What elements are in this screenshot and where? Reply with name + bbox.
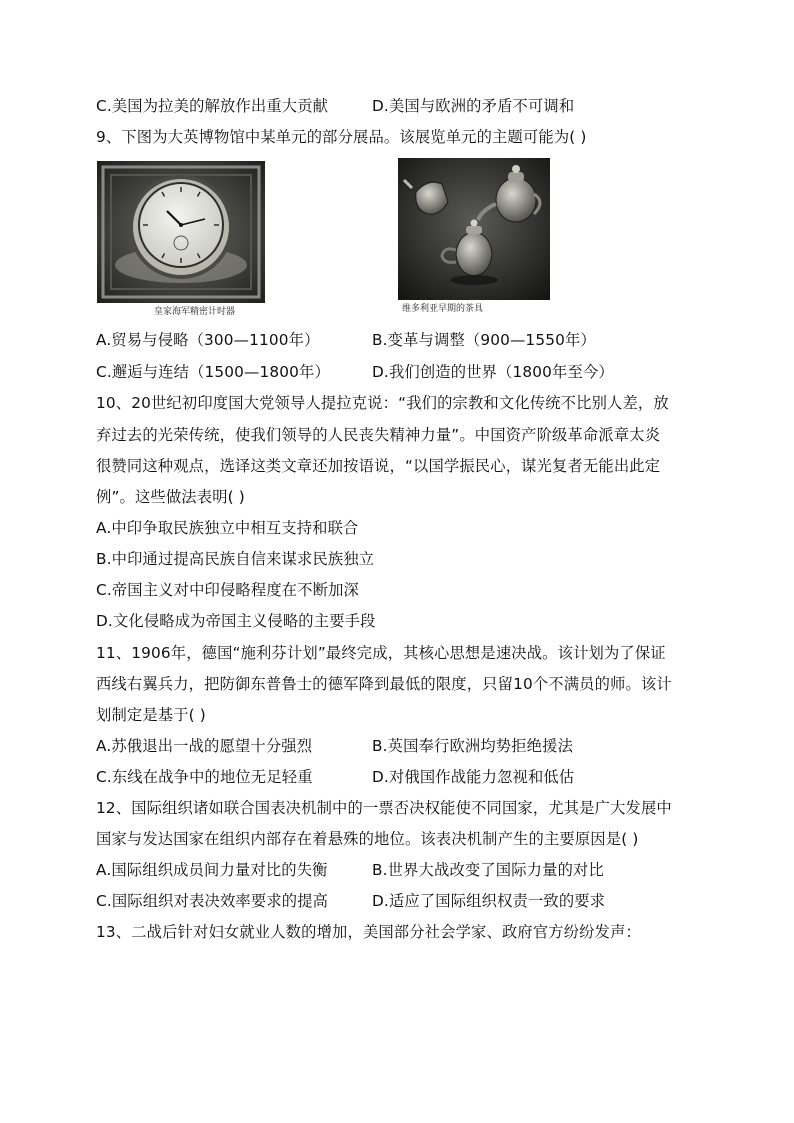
q10-stem-line1: 10、20世纪初印度国大党领导人提拉克说：“我们的宗教和文化传统不比别人差，放 — [96, 394, 669, 412]
q12-option-b: B.世界大战改变了国际力量的对比 — [372, 861, 604, 879]
q10-option-a: A.中印争取民族独立中相互支持和联合 — [96, 519, 359, 537]
chronometer-photo — [97, 161, 265, 303]
q11-stem-line1: 11、1906年，德国“施利芬计划”最终完成，其核心思想是速决战。该计划为了保证 — [96, 644, 666, 662]
q11-option-d: D.对俄国作战能力忽视和低估 — [372, 768, 575, 786]
q8-option-d: D.美国与欧洲的矛盾不可调和 — [372, 97, 575, 115]
q10-stem-line3: 很赞同这种观点，选译这类文章还加按语说，“以国学振民心，谋光复者无能出此定 — [96, 457, 661, 475]
tea-set-photo — [398, 158, 550, 300]
q10-option-d: D.文化侵略成为帝国主义侵略的主要手段 — [96, 612, 376, 630]
q11-stem-line2: 西线右翼兵力，把防御东普鲁士的德军降到最低的限度，只留10个不满员的师。该计 — [96, 675, 672, 693]
q9-option-c: C.邂逅与连结（1500—1800年） — [96, 363, 330, 381]
q12-option-d: D.适应了国际组织权责一致的要求 — [372, 892, 606, 910]
q10-stem-line2: 弃过去的光荣传统，使我们领导的人民丧失精神力量”。中国资产阶级革命派章太炎 — [96, 426, 661, 444]
chronometer-illustration — [97, 161, 265, 303]
q12-option-a: A.国际组织成员间力量对比的失衡 — [96, 861, 328, 879]
tea-set-caption: 维多利亚早期的茶具 — [402, 304, 484, 314]
q12-stem-line1: 12、国际组织诸如联合国表决机制中的一票否决权能使不同国家，尤其是广大发展中 — [96, 799, 672, 817]
chronometer-caption: 皇家海军精密计时器 — [154, 307, 236, 317]
q10-option-c: C.帝国主义对中印侵略程度在不断加深 — [96, 581, 359, 599]
q9-option-a: A.贸易与侵略（300—1100年） — [96, 331, 320, 349]
q10-option-b: B.中印通过提高民族自信来谋求民族独立 — [96, 550, 375, 568]
q12-option-c: C.国际组织对表决效率要求的提高 — [96, 892, 329, 910]
q9-option-b: B.变革与调整（900—1550年） — [372, 331, 596, 349]
q13-stem-line1: 13、二战后针对妇女就业人数的增加，美国部分社会学家、政府官方纷纷发声： — [96, 923, 641, 941]
q11-option-b: B.英国奉行欧洲均势拒绝援法 — [372, 737, 574, 755]
q10-stem-line4: 例”。这些做法表明( ) — [96, 488, 245, 506]
q9-stem: 9、下图为大英博物馆中某单元的部分展品。该展览单元的主题可能为( ) — [96, 128, 587, 146]
q12-stem-line2: 国家与发达国家在组织内部存在着悬殊的地位。该表决机制产生的主要原因是( ) — [96, 830, 639, 848]
q9-option-d: D.我们创造的世界（1800年至今） — [372, 363, 614, 381]
q11-option-a: A.苏俄退出一战的愿望十分强烈 — [96, 737, 313, 755]
q8-option-c: C.美国为拉美的解放作出重大贡献 — [96, 97, 329, 115]
tea-set-illustration — [398, 158, 550, 300]
q11-stem-line3: 划制定是基于( ) — [96, 706, 206, 724]
q11-option-c: C.东线在战争中的地位无足轻重 — [96, 768, 313, 786]
